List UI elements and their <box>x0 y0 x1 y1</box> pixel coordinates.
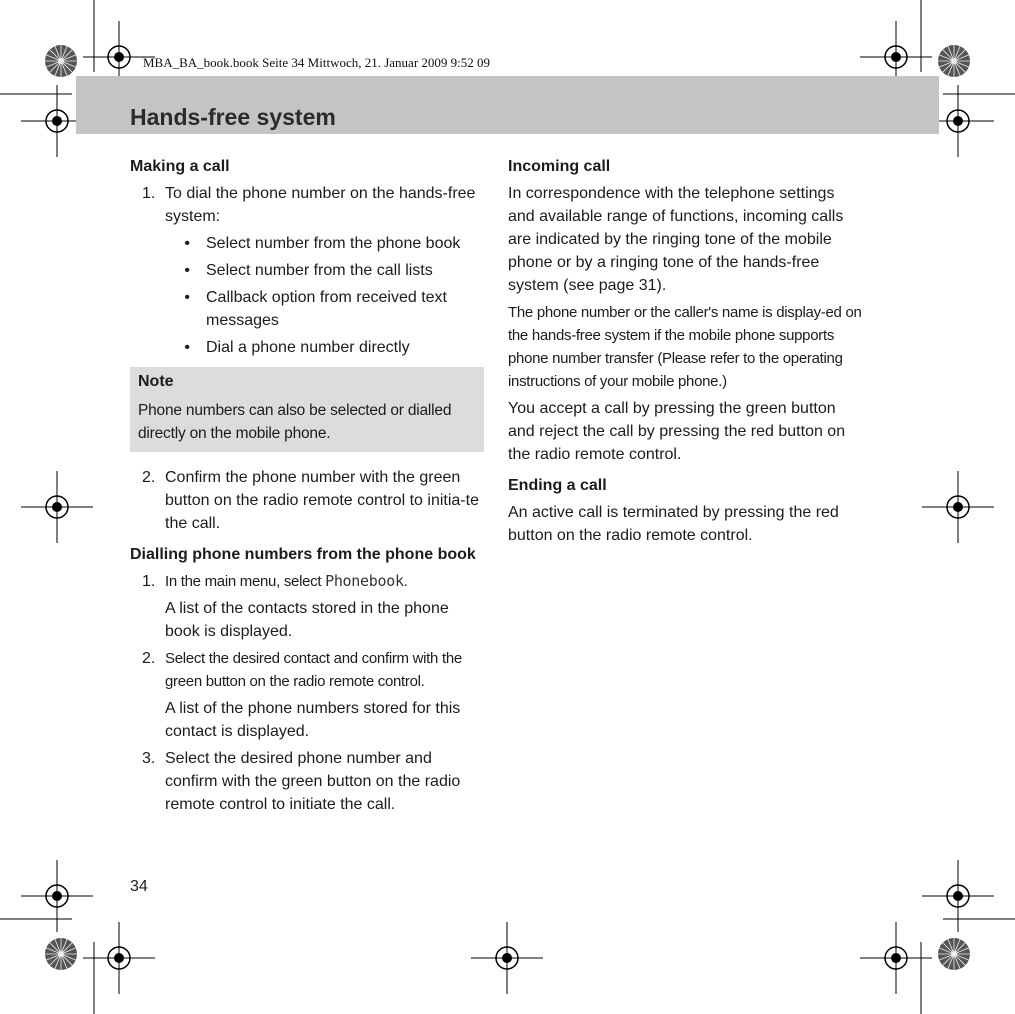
section-title: Hands-free system <box>130 104 336 130</box>
step-text: Select the desired phone number and confirm with the green button on the radio remote control to initiate the call. <box>165 750 461 813</box>
incoming-call-heading: Incoming call <box>508 158 611 175</box>
dialling-heading: Dialling phone numbers from the phone book <box>130 546 476 563</box>
note-title: Note <box>138 373 174 390</box>
menu-item-phonebook: Phonebook <box>325 572 404 590</box>
print-header: MBA_BA_book.book Seite 34 Mittwoch, 21. Januar 2009 9:52 09 <box>143 55 491 70</box>
bullet-icon: • <box>184 262 190 279</box>
step-number: 2. <box>142 469 156 486</box>
paragraph: The phone number or the caller's name is display-ed on the hands-free system if the mobile phone supports phone number transfer (Please refer to the operating instructions of your mobile phone.) <box>508 304 862 390</box>
dialling-step-1 <box>130 570 484 593</box>
step-number: 3. <box>142 750 156 767</box>
dialling-step-3 <box>130 747 484 816</box>
step-number: 2. <box>142 650 156 667</box>
note-box <box>130 367 484 452</box>
step-text: To dial the phone number on the hands-free system: <box>165 185 476 225</box>
step-number: 1. <box>142 573 156 590</box>
list-item: • Callback option from received text messages <box>130 286 484 332</box>
step-result: A list of the phone numbers stored for this contact is displayed. <box>165 700 461 740</box>
bullet-icon: • <box>184 339 190 356</box>
ending-call-heading: Ending a call <box>508 477 607 494</box>
dial-options-list <box>130 232 484 359</box>
note-text: Phone numbers can also be selected or dialled directly on the mobile phone. <box>138 402 452 442</box>
bullet-icon: • <box>184 289 190 306</box>
step-result: A list of the contacts stored in the phone book is displayed. <box>165 600 449 640</box>
left-column <box>130 155 484 820</box>
paragraph: An active call is terminated by pressing the red button on the radio remote control. <box>508 504 839 544</box>
step-text: Select the desired contact and confirm with the green button on the radio remote control. <box>165 650 462 690</box>
dialling-step-2 <box>130 647 484 693</box>
paragraph: You accept a call by pressing the green button and reject the call by pressing the red button on the radio remote control. <box>508 400 846 463</box>
step-text: Confirm the phone number with the green button on the radio remote control to initia-te the call. <box>165 469 479 532</box>
right-column <box>508 155 864 551</box>
making-call-step-2 <box>130 466 484 535</box>
page-number: 34 <box>130 878 148 895</box>
list-item: • Select number from the phone book <box>130 232 484 255</box>
making-a-call-heading: Making a call <box>130 158 230 175</box>
list-item: • Dial a phone number directly <box>130 336 484 359</box>
step-text: In the main menu, select Phonebook. <box>165 572 408 590</box>
paragraph: In correspondence with the telephone settings and available range of functions, incoming calls are indicated by the ringing tone of the mobile phone or by a ringing tone of the hands-free system (see page 31). <box>508 185 844 294</box>
making-call-step-1 <box>130 182 484 228</box>
step-number: 1. <box>142 185 156 202</box>
list-item: • Select number from the call lists <box>130 259 484 282</box>
bullet-icon: • <box>184 235 190 252</box>
